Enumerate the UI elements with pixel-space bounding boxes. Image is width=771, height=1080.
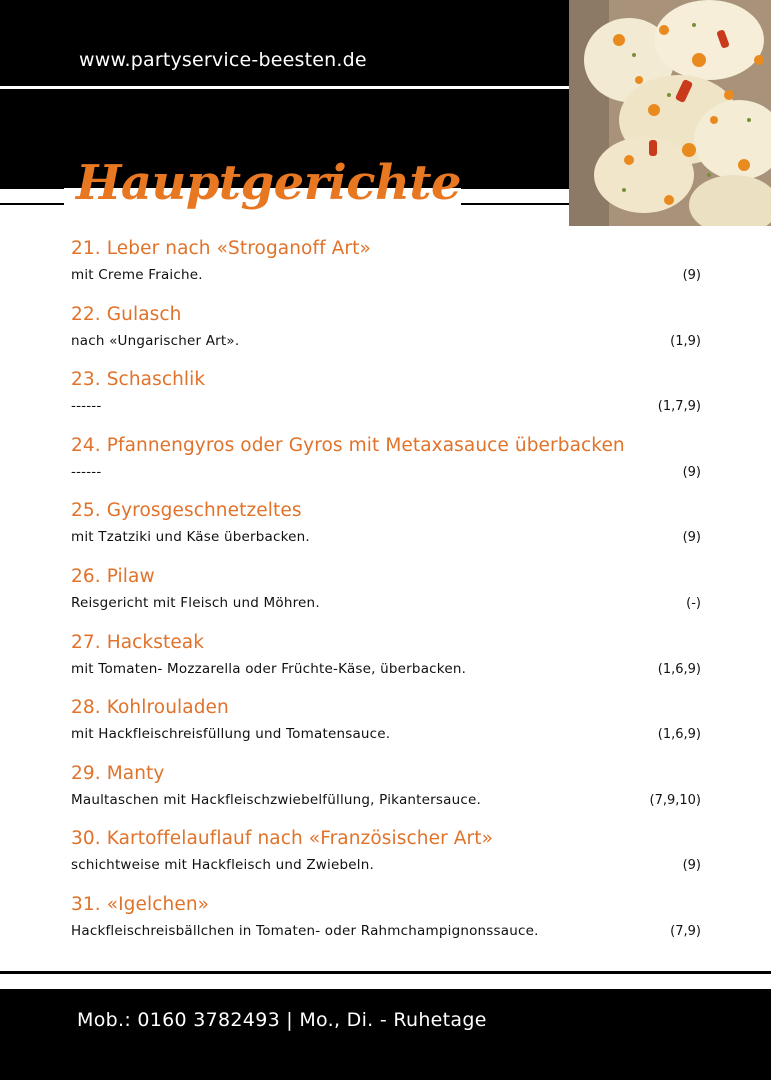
- menu-item: [71, 761, 703, 827]
- footer-divider: [0, 971, 771, 974]
- dish-name: 22. Gulasch: [71, 303, 182, 325]
- dish-description: Maultaschen mit Hackfleischzwiebelfüllung, Pikantersauce.: [71, 791, 481, 808]
- header-divider: [0, 86, 569, 89]
- dish-allergens: (7,9,10): [649, 792, 701, 808]
- dish-allergens: (1,6,9): [657, 661, 701, 677]
- menu-item: [71, 892, 703, 958]
- dish-name: 30. Kartoffelauflauf nach «Französischer Art»: [71, 828, 494, 850]
- dish-name: 27. Hacksteak: [71, 631, 205, 653]
- footer-band: [0, 989, 771, 1080]
- dish-description: ------: [71, 398, 102, 415]
- footer-contact: Mob.: 0160 3782493 | Mo., Di. - Ruhetage: [77, 1009, 487, 1031]
- menu-item: [71, 236, 703, 302]
- dish-name: 21. Leber nach «Stroganoff Art»: [71, 238, 371, 259]
- menu-list: [71, 236, 703, 958]
- website-url[interactable]: www.partyservice-beesten.de: [79, 49, 367, 71]
- menu-item: [71, 498, 703, 564]
- dish-name: 31. «Igelchen»: [71, 893, 210, 915]
- dish-name: 26. Pilaw: [71, 565, 155, 587]
- menu-item: [71, 367, 703, 433]
- page-title: Hauptgerichte: [76, 155, 462, 211]
- dish-description: nach «Ungarischer Art».: [71, 332, 240, 349]
- dish-description: Hackfleischreisbällchen in Tomaten- oder Rahmchampignonssauce.: [71, 922, 539, 939]
- dish-description: mit Creme Fraiche.: [71, 267, 203, 283]
- dish-description: mit Tomaten- Mozzarella oder Früchte-Käse, überbacken.: [71, 660, 467, 677]
- dish-description: schichtweise mit Hackfleisch und Zwiebeln.: [71, 857, 374, 874]
- food-photo: [569, 0, 771, 226]
- dish-name: 28. Kohlrouladen: [71, 697, 229, 719]
- dish-name: 25. Gyrosgeschnetzeltes: [71, 500, 302, 522]
- menu-item: [71, 302, 703, 368]
- dish-allergens: (9): [682, 858, 701, 874]
- dish-name: 29. Manty: [71, 762, 165, 784]
- dish-description: ------: [71, 463, 102, 480]
- title-rule-left: [0, 203, 64, 205]
- dish-allergens: (7,9): [670, 923, 701, 939]
- dish-allergens: (9): [682, 464, 701, 480]
- dish-name: 23. Schaschlik: [71, 369, 206, 391]
- dish-allergens: (9): [682, 530, 701, 546]
- menu-item: [71, 695, 703, 761]
- dish-allergens: (1,6,9): [657, 727, 701, 743]
- menu-item: [71, 433, 703, 499]
- menu-item: [71, 826, 703, 892]
- dish-allergens: (1,9): [670, 333, 701, 349]
- dish-description: Reisgericht mit Fleisch und Möhren.: [71, 594, 320, 611]
- dish-allergens: (1,7,9): [657, 399, 701, 415]
- title-rule-right: [461, 203, 569, 205]
- dish-allergens: (-): [686, 595, 701, 611]
- dish-description: mit Tzatziki und Käse überbacken.: [71, 529, 310, 546]
- dish-name: 24. Pfannengyros oder Gyros mit Metaxasauce überbacken: [71, 434, 625, 456]
- dish-description: mit Hackfleischreisfüllung und Tomatensauce.: [71, 726, 391, 743]
- dish-allergens: (9): [682, 268, 701, 283]
- menu-item: [71, 564, 703, 630]
- menu-item: [71, 630, 703, 696]
